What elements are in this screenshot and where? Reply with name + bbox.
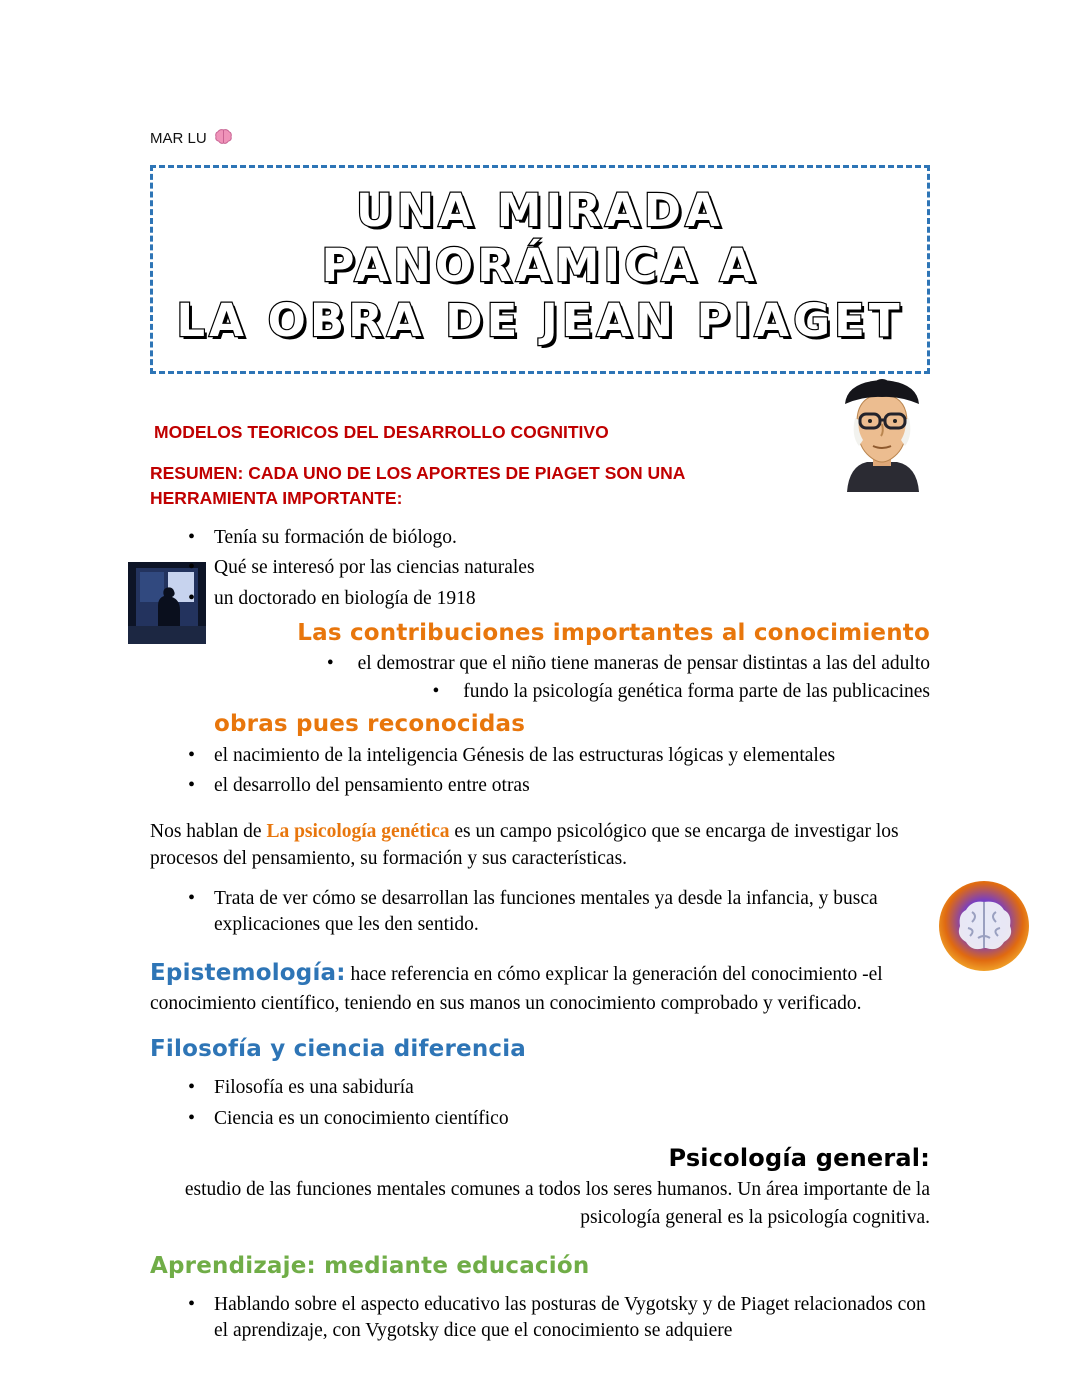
paragraph-text: es un campo psicológico que se encarga de investigar los procesos del pensamiento, su formación y sus características. [150, 820, 899, 870]
list-item: • Hablando sobre el aspecto educativo las posturas de Vygotsky y de Piaget relacionados con el aprendizaje, con Vygotsky dice que el conocimiento se adquiere [186, 1292, 930, 1345]
epistemologia-paragraph [150, 957, 930, 1019]
bullet-marker: • [432, 680, 440, 702]
doc-header [150, 128, 930, 149]
obras-list [150, 743, 930, 800]
title-box [150, 165, 930, 374]
genetica-highlight: La psicología genética [266, 820, 450, 842]
paragraph-text: Nos hablan de [150, 820, 267, 842]
list-item: • Ciencia es un conocimiento científico [186, 1106, 930, 1133]
brain-artwork-image [938, 880, 1030, 972]
heading-aprendizaje: Aprendizaje: mediante educación [150, 1252, 590, 1279]
paragraph-text: hace referencia en cómo explicar la generación del conocimiento -el conocimiento científico, teniendo en sus manos un conocimiento comprobado y verificado. [150, 963, 883, 1014]
brain-artwork-illustration [938, 880, 1030, 972]
heading-filosofia-ciencia: Filosofía y ciencia diferencia [150, 1036, 527, 1063]
list-item: • Tenía su formación de biólogo. [186, 525, 930, 552]
list-item: • el nacimiento de la inteligencia Génesis de las estructuras lógicas y elementales [186, 743, 930, 770]
heading-resumen: RESUMEN: CADA UNO DE LOS APORTES DE PIAGET SON UNA HERRAMIENTA IMPORTANTE: [150, 463, 685, 509]
contribuciones-list [150, 650, 930, 705]
genetica-list [150, 886, 930, 939]
biography-list [150, 525, 930, 613]
author-name: MAR LU [150, 130, 207, 147]
heading-contribuciones: Las contribuciones importantes al conocimiento [297, 620, 930, 647]
list-item: • fundo la psicología genética forma parte de las publicacines [150, 678, 930, 705]
page-title-line2: LA OBRA DE JEAN PIAGET [176, 293, 904, 347]
heading-epistemologia: Epistemología: [150, 959, 346, 986]
heading-modelos-teoricos: MODELOS TEORICOS DEL DESARROLLO COGNITIVO [154, 421, 609, 442]
aprendizaje-list [150, 1292, 930, 1345]
filosofia-list [150, 1075, 930, 1132]
genetica-paragraph [150, 818, 930, 873]
list-item: • el demostrar que el niño tiene maneras de pensar distintas a las del adulto [150, 650, 930, 677]
brain-emoji-icon [214, 128, 233, 149]
list-item: • Qué se interesó por las ciencias naturales [186, 555, 930, 582]
list-item: • un doctorado en biología de 1918 [186, 586, 930, 613]
piaget-portrait-image [824, 370, 940, 492]
list-item: • el desarrollo del pensamiento entre otras [186, 773, 930, 800]
heading-psicologia-general: Psicología general: [668, 1144, 930, 1173]
list-item: • Trata de ver cómo se desarrollan las funciones mentales ya desde la infancia, y busca explicaciones que les den sentido. [186, 886, 930, 939]
heading-obras: obras pues reconocidas [214, 710, 526, 737]
page-title-line1: UNA MIRADA PANORÁMICA A [321, 184, 759, 292]
bullet-marker: • [326, 653, 334, 675]
piaget-portrait-illustration [824, 370, 940, 492]
psicologia-paragraph: estudio de las funciones mentales comunes a todos los seres humanos. Un área importante de la psicología general es la psicología cognitiva. [184, 1179, 930, 1228]
list-item: • Filosofía es una sabiduría [186, 1075, 930, 1102]
